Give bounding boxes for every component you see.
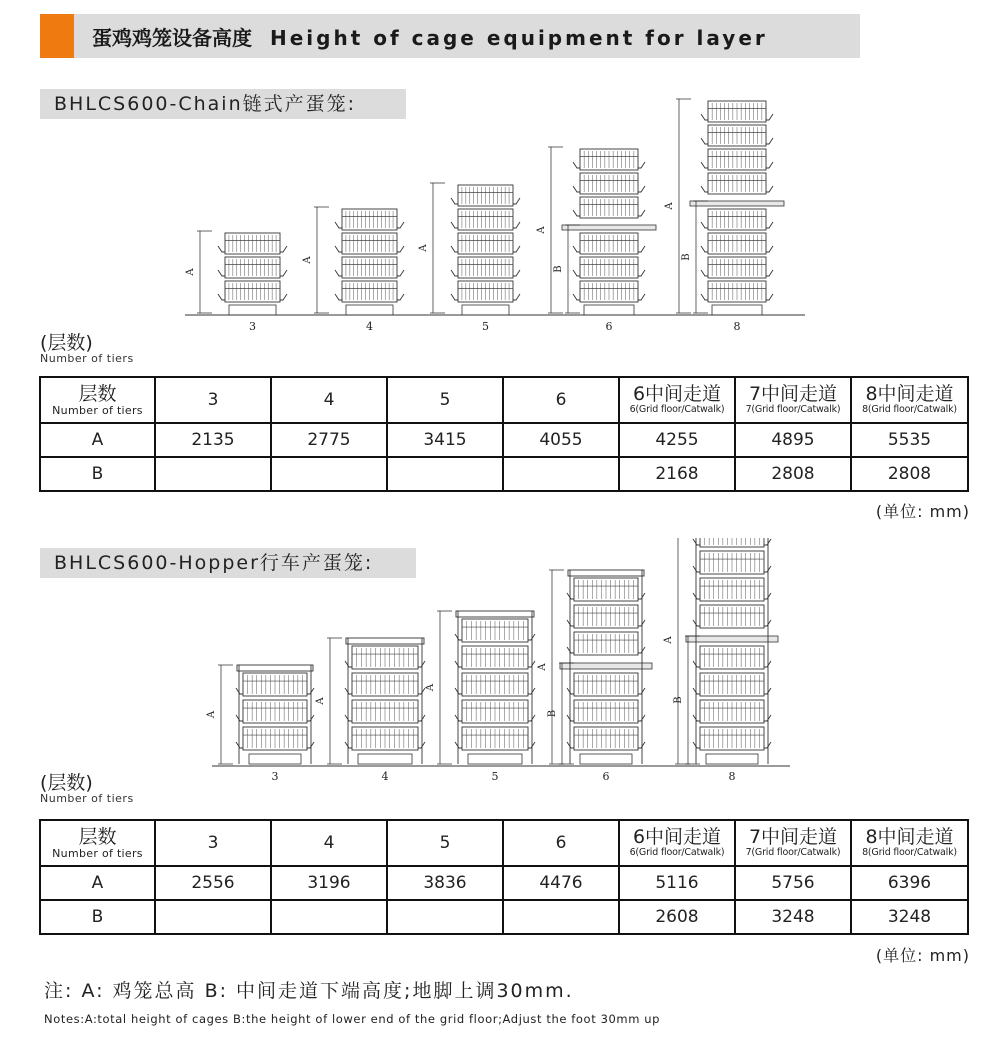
- header-cell: 5: [387, 820, 503, 866]
- header-cell: 6: [503, 377, 619, 423]
- table-cell: 6396: [851, 866, 968, 900]
- table-cell: 2808: [851, 457, 968, 491]
- dimension-label: A: [206, 710, 217, 719]
- tiers-label-en: Number of tiers: [40, 352, 134, 365]
- tier-count-label: 8: [733, 320, 741, 333]
- header-cell: [851, 377, 968, 423]
- cage-foot: [249, 754, 301, 764]
- tier-count-label: 5: [491, 770, 499, 783]
- title-accent-block: [40, 14, 74, 58]
- table-row-a: [40, 423, 968, 457]
- table-row-b: [40, 457, 968, 491]
- tiers-label-cn: (层数): [40, 332, 93, 354]
- table-row-a: [40, 866, 968, 900]
- header-cell: [735, 377, 851, 423]
- header-cell: 4: [271, 820, 387, 866]
- table-cell: [271, 900, 387, 934]
- table-cell: 4255: [619, 423, 735, 457]
- table-header-row: [40, 820, 968, 866]
- hopper-top: [237, 665, 313, 671]
- tier-count-label: 4: [381, 770, 389, 783]
- header-main: 6中间走道: [632, 826, 722, 848]
- table-cell: 3248: [851, 900, 968, 934]
- hopper-top: [568, 570, 644, 576]
- catwalk-floor: [560, 663, 652, 669]
- tier-count-label: 4: [366, 320, 373, 333]
- tier-count-label: 3: [271, 770, 279, 783]
- table-cell: 2135: [155, 423, 271, 457]
- header-sub: 6(Grid floor/Catwalk): [629, 404, 725, 415]
- cage-unit: [537, 570, 652, 783]
- hopper-height-table: [39, 819, 969, 935]
- cage-unit: [425, 611, 535, 783]
- table-cell: [387, 900, 503, 934]
- header-cell: [735, 820, 851, 866]
- tiers-label-en: Number of tiers: [40, 792, 134, 805]
- row-label: B: [40, 457, 155, 491]
- table-cell: 3248: [735, 900, 851, 934]
- dimension-label: B: [547, 709, 558, 718]
- dimension-label: A: [302, 256, 313, 264]
- table-cell: 2556: [155, 866, 271, 900]
- page-title-cn: 蛋鸡鸡笼设备高度: [92, 26, 252, 50]
- table-cell: 3836: [387, 866, 503, 900]
- row-label: B: [40, 900, 155, 934]
- catwalk-floor: [690, 201, 784, 206]
- dimension-label: B: [673, 696, 684, 704]
- table-cell: 4895: [735, 423, 851, 457]
- tiers-label-cn: (层数): [40, 772, 93, 794]
- chain-cage-diagram: [0, 75, 1000, 340]
- table-cell: 5535: [851, 423, 968, 457]
- cage-foot: [462, 305, 509, 315]
- catwalk-floor: [686, 636, 778, 642]
- note-en: Notes:A:total height of cages B:the height of lower end of the grid floor;Adjust the foot 30mm up: [44, 1012, 661, 1026]
- header-cell: 3: [155, 377, 271, 423]
- tier-count-label: 5: [482, 320, 489, 333]
- table-cell: 2775: [271, 423, 387, 457]
- header-cell: 4: [271, 377, 387, 423]
- cage-unit: [185, 231, 287, 333]
- table-cell: [271, 457, 387, 491]
- header-main: 8中间走道: [865, 826, 954, 848]
- row-label: A: [40, 866, 155, 900]
- dimension-label: A: [315, 697, 326, 705]
- cage-foot: [229, 305, 276, 315]
- tier-count-label: 6: [605, 320, 613, 333]
- header-main: 7中间走道: [748, 383, 838, 405]
- table-cell: 3415: [387, 423, 503, 457]
- table-cell: [503, 457, 619, 491]
- header-cell: [619, 377, 735, 423]
- cage-unit: [418, 183, 520, 333]
- tier-count-label: 6: [602, 770, 610, 783]
- table-cell: [503, 900, 619, 934]
- header-sub: 8(Grid floor/Catwalk): [862, 404, 957, 415]
- row-label: A: [40, 423, 155, 457]
- hopper-top: [456, 611, 534, 617]
- table-cell: 4055: [503, 423, 619, 457]
- table-cell: 3196: [271, 866, 387, 900]
- note-cn: 注: A: 鸡笼总高 B: 中间走道下端高度;地脚上调30mm.: [44, 980, 574, 1002]
- section-tag-hopper: BHLCS600-Hopper行车产蛋笼:: [40, 548, 416, 578]
- header-cell: [619, 820, 735, 866]
- header-cell: 5: [387, 377, 503, 423]
- cage-foot: [712, 305, 762, 315]
- cage-foot: [706, 754, 758, 764]
- table-cell: 2168: [619, 457, 735, 491]
- header-main: 6中间走道: [632, 383, 722, 405]
- header-main: 7中间走道: [748, 826, 838, 848]
- header-sub: 6(Grid floor/Catwalk): [629, 847, 725, 858]
- table-cell: 2808: [735, 457, 851, 491]
- header-cell: [851, 820, 968, 866]
- cage-foot: [584, 305, 634, 315]
- header-sub: 7(Grid floor/Catwalk): [745, 847, 841, 858]
- dimension-label: A: [418, 244, 429, 252]
- cage-foot: [346, 305, 393, 315]
- table-row-b: [40, 900, 968, 934]
- header-tiers-cn: 层数: [78, 825, 117, 848]
- dimension-label: A: [537, 663, 548, 671]
- cage-unit: [302, 207, 404, 333]
- cage-foot: [580, 754, 632, 764]
- page-title: [92, 22, 768, 51]
- header-tiers-cn: 层数: [78, 382, 117, 405]
- cage-unit: [663, 538, 778, 783]
- header-cell-tiers: [40, 820, 155, 866]
- table-cell: 5116: [619, 866, 735, 900]
- dimension-label: A: [536, 226, 547, 234]
- dimension-label: A: [664, 202, 675, 210]
- dimension-label: B: [553, 265, 564, 273]
- header-tiers-en: Number of tiers: [52, 846, 143, 860]
- unit-label: (单位: mm): [875, 502, 970, 521]
- table-cell: 4476: [503, 866, 619, 900]
- hopper-top: [346, 638, 424, 644]
- section-tag-chain: BHLCS600-Chain链式产蛋笼:: [40, 89, 406, 119]
- unit-label: (单位: mm): [875, 946, 970, 965]
- cage-unit: [536, 147, 656, 333]
- header-main: 8中间走道: [865, 383, 954, 405]
- tier-count-label: 8: [728, 770, 736, 783]
- chain-height-table: [39, 376, 969, 492]
- dimension-label: A: [663, 636, 674, 644]
- header-cell: 6: [503, 820, 619, 866]
- header-tiers-en: Number of tiers: [52, 403, 143, 417]
- table-header-row: [40, 377, 968, 423]
- cage-unit: [206, 665, 314, 783]
- header-sub: 8(Grid floor/Catwalk): [862, 847, 957, 858]
- dimension-label: A: [185, 268, 196, 276]
- header-cell-tiers: [40, 377, 155, 423]
- hopper-cage-diagram: [0, 538, 1000, 788]
- dimension-label: B: [681, 253, 692, 261]
- cage-unit: [664, 99, 784, 333]
- table-cell: [155, 900, 271, 934]
- table-cell: [387, 457, 503, 491]
- catwalk-floor: [562, 225, 656, 230]
- header-sub: 7(Grid floor/Catwalk): [745, 404, 841, 415]
- cage-foot: [468, 754, 522, 764]
- table-cell: 2608: [619, 900, 735, 934]
- dimension-label: A: [425, 683, 436, 692]
- cage-unit: [315, 638, 425, 783]
- page-title-en: Height of cage equipment for layer: [270, 26, 768, 50]
- tier-count-label: 3: [249, 320, 256, 333]
- table-cell: 5756: [735, 866, 851, 900]
- cage-foot: [358, 754, 412, 764]
- header-cell: 3: [155, 820, 271, 866]
- table-cell: [155, 457, 271, 491]
